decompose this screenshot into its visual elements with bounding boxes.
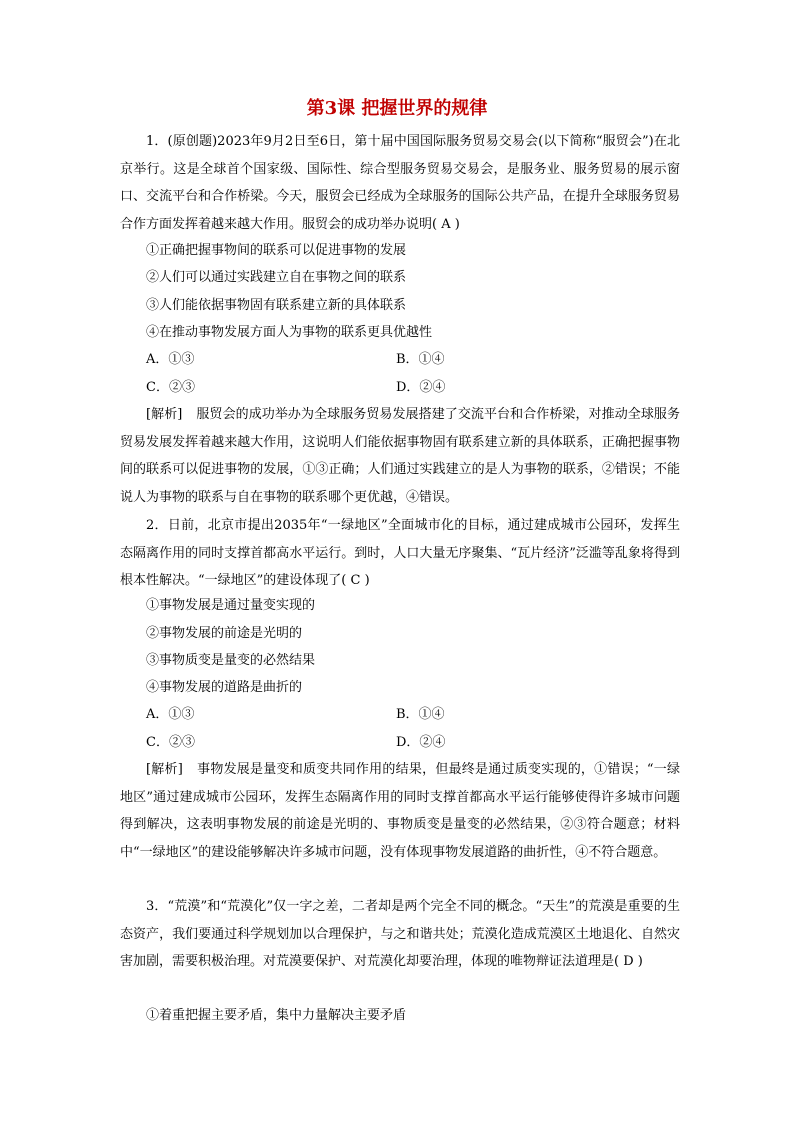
q1-item-4: ④在推动事物发展方面人为事物的联系更具优越性 bbox=[146, 325, 433, 340]
q2-analysis-text: 事物发展是量变和质变共同作用的结果，但最终是通过质变实现的，①错误；“一绿地区”通过建成城市公园环，发挥生态隔离作用的同时支撑首都高水平运行能够使得许多城市问题得到解决，这表明事物发展的前途是光明的、事物质变是量变的必然结果，②③符合题意；材料中“一绿地区”的建设能够解决许多城市问题，没有体现事物发展道路的曲折性，④不符合题意。 bbox=[120, 762, 680, 860]
q2-item-1: ①事物发展是通过量变实现的 bbox=[146, 598, 316, 613]
q2-item-4: ④事物发展的道路是曲折的 bbox=[146, 680, 303, 695]
q1-item-3: ③人们能依据事物固有联系建立新的具体联系 bbox=[146, 298, 407, 313]
q1-analysis bbox=[120, 401, 680, 511]
q1-item-2: ②人们可以通过实践建立自在事物之间的联系 bbox=[146, 270, 407, 285]
q2-analysis-tag: [解析] bbox=[146, 762, 183, 777]
q3-item-1: ①着重把握主要矛盾，集中力量解决主要矛盾 bbox=[146, 1008, 407, 1023]
q2-item-3: ③事物质变是量变的必然结果 bbox=[146, 653, 316, 668]
lesson-title: 第3课 把握世界的规律 bbox=[306, 98, 488, 119]
q2-item-2: ②事物发展的前途是光明的 bbox=[146, 626, 303, 641]
q1-analysis-text: 服贸会的成功举办为全球服务贸易发展搭建了交流平台和合作桥梁，对推动全球服务贸易发展发挥着越来越大作用，这说明人们能依据事物固有联系建立新的具体联系，正确把握事物间的联系可以促进事物的发展，①③正确；人们通过实践建立的是人为事物的联系，②错误；不能说人为事物的联系与自在事物的联系哪个更优越，④错误。 bbox=[120, 407, 680, 505]
q2-analysis bbox=[120, 756, 680, 866]
q2-option-a: A．①③ bbox=[146, 707, 195, 722]
q1-option-d: D．②④ bbox=[396, 380, 446, 395]
q2-option-d: D．②④ bbox=[396, 735, 446, 750]
q2-option-b: B．①④ bbox=[396, 707, 445, 722]
q3-stem: 3．“荒漠”和“荒漠化”仅一字之差，二者却是两个完全不同的概念。“天生”的荒漠是重要的生态资产，我们要通过科学规划加以合理保护，与之和谐共处；荒漠化造成荒漠区土地退化、自然灾害加剧，需要积极治理。对荒漠要保护、对荒漠化却要治理，体现的唯物辩证法道理是( D ) bbox=[120, 899, 680, 969]
q1-option-b: B．①④ bbox=[396, 352, 445, 367]
q1-item-1: ①正确把握事物间的联系可以促进事物的发展 bbox=[146, 243, 407, 258]
q1-option-a: A．①③ bbox=[146, 352, 195, 367]
q1-analysis-tag: [解析] bbox=[146, 407, 183, 422]
q2-option-c: C．②③ bbox=[146, 735, 195, 750]
q1-option-c: C．②③ bbox=[146, 380, 195, 395]
q1-stem: 1．(原创题)2023年9月2日至6日，第十届中国国际服务贸易交易会(以下简称“服贸会”)在北京举行。这是全球首个国家级、国际性、综合型服务贸易交易会，是服务业、服务贸易的展示窗口、交流平台和合作桥梁。今天，服贸会已经成为全球服务的国际公共产品，在提升全球服务贸易合作方面发挥着越来越大作用。服贸会的成功举办说明( A ) bbox=[120, 134, 680, 232]
q2-stem: 2．日前，北京市提出2035年“一绿地区”全面城市化的目标，通过建成城市公园环，发挥生态隔离作用的同时支撑首都高水平运行。到时，人口大量无序聚集、“瓦片经济”泛滥等乱象将得到根本性解决。“一绿地区”的建设体现了( C ) bbox=[120, 518, 680, 588]
